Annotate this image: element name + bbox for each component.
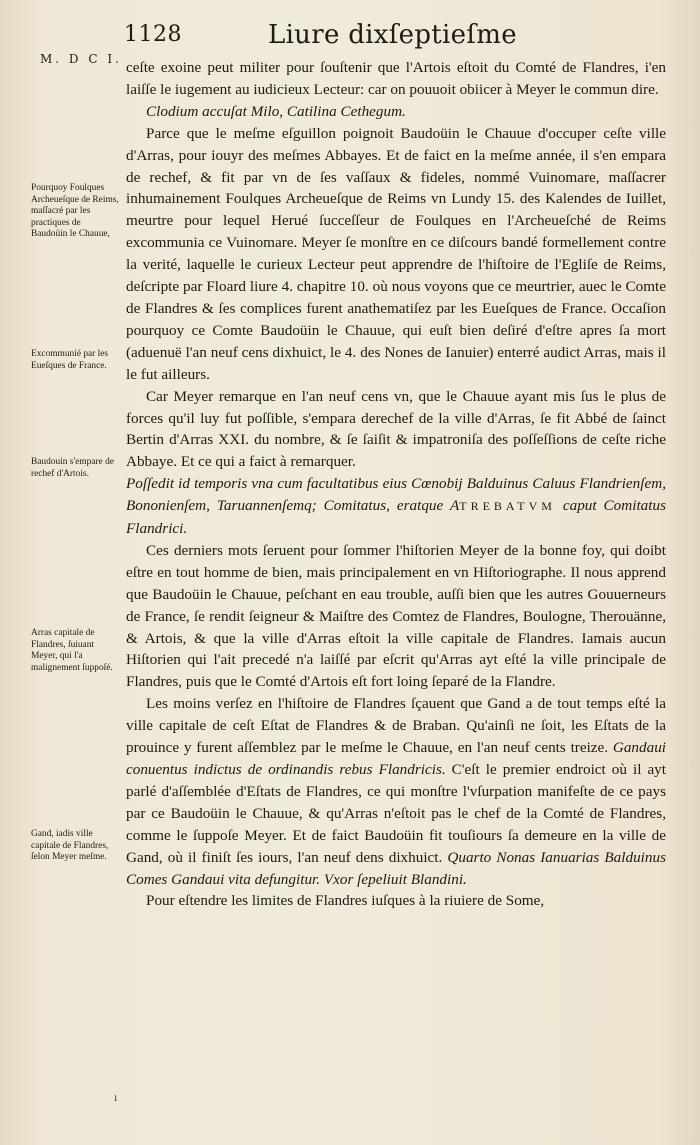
margin-note: Arras capitale de Flandres, ſuiuant Meyer, qui l'a malignement ſuppoſé. [31, 628, 113, 673]
citation-tail: caput Comitatus Flandrici. [126, 497, 666, 538]
paragraph: ceſte exoine peut militer pour ſouſtenir que l'Artois eſtoit du Comté de Flandres, i'en laiſſe le iugement au iudicieux Lecteur: car on pouuoit obiicer à Meyer le commun dire. [126, 59, 666, 98]
paragraph-text: Les moins verſez en l'hiſtoire de Flandres ſçauent que Gand a de tout temps eſté la ville capitale de ceſt Eſtat de Flandres & de Braban. Qu'ainſi ne ſoit, les Eſtats de la prouince y furent aſſemblez par le meſme le Chauue, en l'an neuf cents treize. [126, 695, 666, 757]
page-header [0, 20, 700, 66]
footer-mark: ı [114, 1093, 118, 1104]
paragraph: Pour eſtendre les limites de Flandres iuſques à la riuiere de Some, [146, 892, 545, 910]
margin-note: Gand, iadis ville capitale de Flandres, ſelon Meyer meſme. [31, 829, 109, 863]
italic-quote: Gandaui conuentus indictus de ordinandis rebus Flandricis. [126, 739, 667, 778]
italic-quote: Quarto Nonas Ianuarias Balduinus Comes Gandaui vita defungitur. Vxor ſepeliuit Blandini. [126, 848, 666, 888]
running-title: Liure dixſeptieſme [268, 20, 517, 50]
paragraph: Ces derniers mots ſeruent pour ſommer l'hiſtorien Meyer de la bonne foy, qui doibt eſtre en tout homme de bien, mais principalement en vn Hiſtoriographe. Il nous apprend que Baudoüin le Chauue, peſchant en eau trouble, auſſi bien que les autres Gouuerneurs de France, ſe rendit ſeigneur & Maiſtre des Comtez de Flandres, Boulogne, Therouänne, & Artois, & que la ville d'Arras eſtoit la ville capitale de Flandres. Iamais aucun Hiſtorien qui l'ait precedé n'a laiſſé par eſcrit qu'Arras ayt eſté la ville principale de Flandres, puis que le Comté d'Artois eſt fort loing ſeparé de la Flandre. [126, 541, 666, 691]
paragraph-text: C'eſt le premier endroict où il ayt parlé d'aſſemblée d'Eſtats de Flandres, ce qui monſtre l'vſurpation manifeſte de ce pays par ce Baudoüin le Chauue, & qu'Arras n'eſtoit pas le chef de la Comté de Flandres, comme le ſuppoſe Meyer. Et de faict Baudoüin fit touſiours ſa demeure en la ville de Gand, où il finiſt ſes iours, l'an neuf dens dixhuict. [126, 761, 667, 866]
citation-text: Poſſedit id temporis vna cum facultatibus eius Cœnobij Balduinus Caluus Flandrienſem, Bononienſem, Taruannenſemq; Comitatus, eratque A [126, 475, 666, 515]
folio-number: 1128 [124, 22, 182, 47]
year-marker: M. D C I. [40, 52, 122, 66]
paragraph: Car Meyer remarque en l'an neuf cens vn, que le Chauue ayant mis ſus le plus de forces qu'il luy fut poſſible, s'empara derechef de la ville d'Arras, ſe fit Abbé de ſainct Bertin d'Arras XXI. du nombre, & ſe ſaiſit & impatroniſa des poſſeſſions de ceſte riche Abbaye. Et ce qui a faict à remarquer. [126, 387, 666, 471]
margin-note: Pourquoy Foulques Archeueſque de Reims, maſſacré par les practiques de Baudoüin le Chauue, [31, 183, 119, 240]
citation [126, 473, 666, 540]
margin-note: Baudouin s'empare de rechef d'Artois. [31, 457, 114, 479]
citation: Clodium accuſat Milo, Catilina Cethegum. [146, 102, 406, 120]
paragraph: Parce que le meſme eſguillon poignoit Baudoüin le Chauue d'occuper ceſte ville d'Arras, pour iouyr des meſmes Abbayes. Et de faict en la meſme année, il s'en empara de rechef, & fit par vn de ſes vaſſaux & fideles, nommé Vuinomare, maſſacrer inhumainement Foulques Archeueſque de Reims vn Lundy 15. des Kalendes de Iuillet, meurtre pour lequel Herué ſucceſſeur de Foulques en l'Archeueſché de Reims excommunia ce Vuinomare. Meyer ſe monſtre en ce diſcours bandé formellement contre la verité, laquelle le curieux Lecteur peut apprendre de l'hiſtoire de l'Egliſe de Reims, deſcripte par Floard liure 4. chapitre 10. où nous voyons que ce meurtrier, auec le Comte de Flandres & ſes complices furent anathematiſez par les Eueſques de France. Occaſion pourquoy ce Comte Baudoüin le Chauue, qui euſt bien deſiré d'eſtre apres ſa mort (aduenuë l'an neuf cens dixhuict, le 4. des Nones de Ianuier) enterré audict Arras, mais il le fut ailleurs. [126, 124, 666, 383]
main-text [126, 57, 666, 912]
citation-smallcaps: TREBATVM [459, 499, 556, 514]
paragraph [126, 693, 666, 890]
margin-note: Excommunié par les Eueſques de France. [31, 349, 109, 371]
